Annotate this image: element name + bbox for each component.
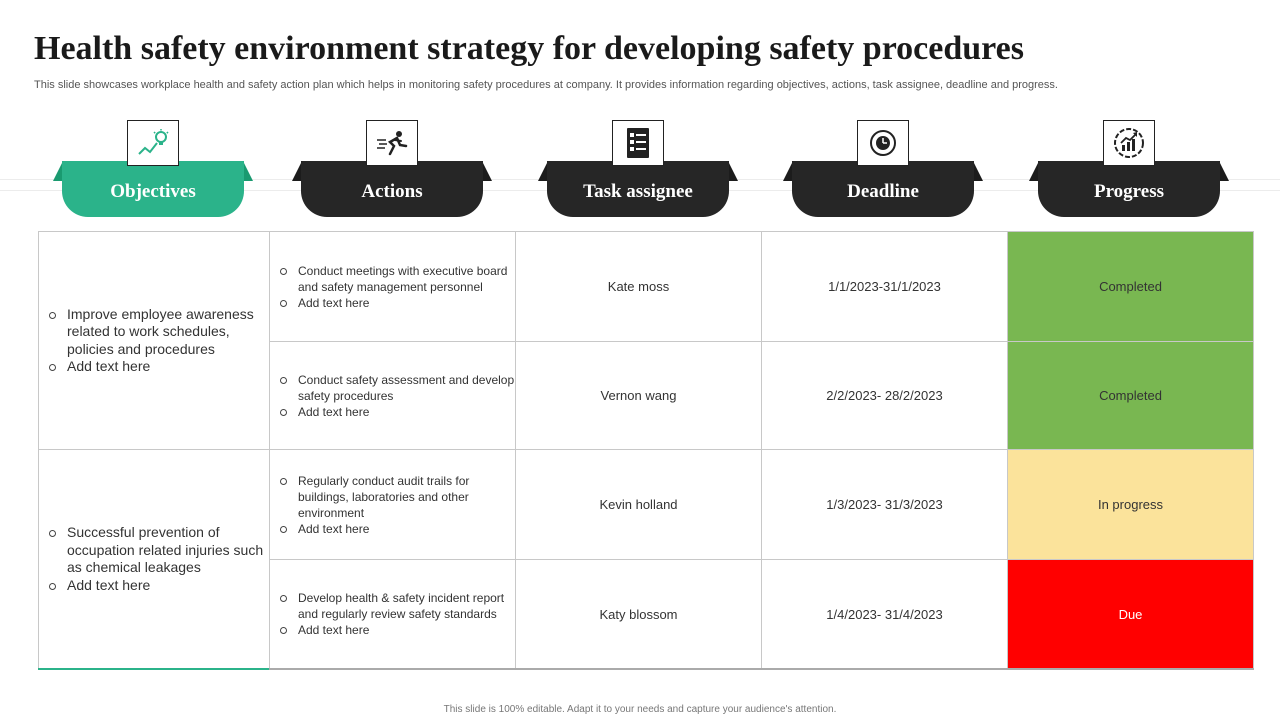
action-item: Add text here	[280, 622, 515, 638]
action-item: Add text here	[280, 295, 515, 311]
objective-item: Improve employee awareness related to work schedules, policies and procedures	[49, 306, 269, 359]
action-cell	[269, 559, 516, 669]
progress-cell: Completed	[1007, 341, 1254, 450]
progress-cell: Due	[1007, 559, 1254, 669]
growth-chart-icon	[1103, 120, 1155, 166]
header-label: Objectives	[110, 181, 196, 202]
growth-lightbulb-icon	[127, 120, 179, 166]
action-item: Add text here	[280, 521, 515, 537]
page-title: Health safety environment strategy for developing safety procedures	[34, 30, 1024, 67]
deadline-cell: 2/2/2023- 28/2/2023	[761, 341, 1008, 450]
objective-item: Add text here	[49, 577, 269, 595]
deadline-cell: 1/3/2023- 31/3/2023	[761, 449, 1008, 560]
header-deadline	[783, 120, 983, 220]
deadline-cell: 1/4/2023- 31/4/2023	[761, 559, 1008, 669]
assignee-cell: Vernon wang	[515, 341, 762, 450]
footer-note: This slide is 100% editable. Adapt it to your needs and capture your audience's attention.	[443, 704, 837, 715]
progress-cell: In progress	[1007, 449, 1254, 560]
action-cell	[269, 341, 516, 450]
header-actions	[292, 120, 492, 220]
action-item: Conduct meetings with executive board and safety management personnel	[280, 263, 515, 295]
action-item: Regularly conduct audit trails for buildings, laboratories and other environment	[280, 473, 515, 521]
assignee-cell: Katy blossom	[515, 559, 762, 669]
action-item: Develop health & safety incident report and regularly review safety standards	[280, 590, 515, 622]
objectives-accent-line	[38, 668, 269, 670]
action-cell	[269, 231, 516, 342]
objective-cell	[38, 231, 270, 450]
objective-cell	[38, 449, 270, 669]
action-cell	[269, 449, 516, 560]
objective-item: Successful prevention of occupation related injuries such as chemical leakages	[49, 524, 269, 577]
assignee-cell: Kate moss	[515, 231, 762, 342]
action-item: Conduct safety assessment and develop safety procedures	[280, 372, 515, 404]
header-task-assignee	[538, 120, 738, 220]
action-item: Add text here	[280, 404, 515, 420]
page-subtitle: This slide showcases workplace health and safety action plan which helps in monitoring safety procedures at company. It provides information regarding objectives, actions, task assignee, deadline and progress.	[34, 79, 1058, 91]
header-label: Progress	[1093, 181, 1164, 202]
header-objectives	[53, 120, 253, 220]
running-person-icon	[366, 120, 418, 166]
clock-icon	[857, 120, 909, 166]
deadline-cell: 1/1/2023-31/1/2023	[761, 231, 1008, 342]
header-label: Task assignee	[583, 181, 693, 202]
header-label: Actions	[361, 181, 423, 202]
progress-cell: Completed	[1007, 231, 1254, 342]
header-label: Deadline	[847, 181, 919, 202]
checklist-icon	[612, 120, 664, 166]
header-progress	[1029, 120, 1229, 220]
objective-item: Add text here	[49, 358, 269, 376]
assignee-cell: Kevin holland	[515, 449, 762, 560]
